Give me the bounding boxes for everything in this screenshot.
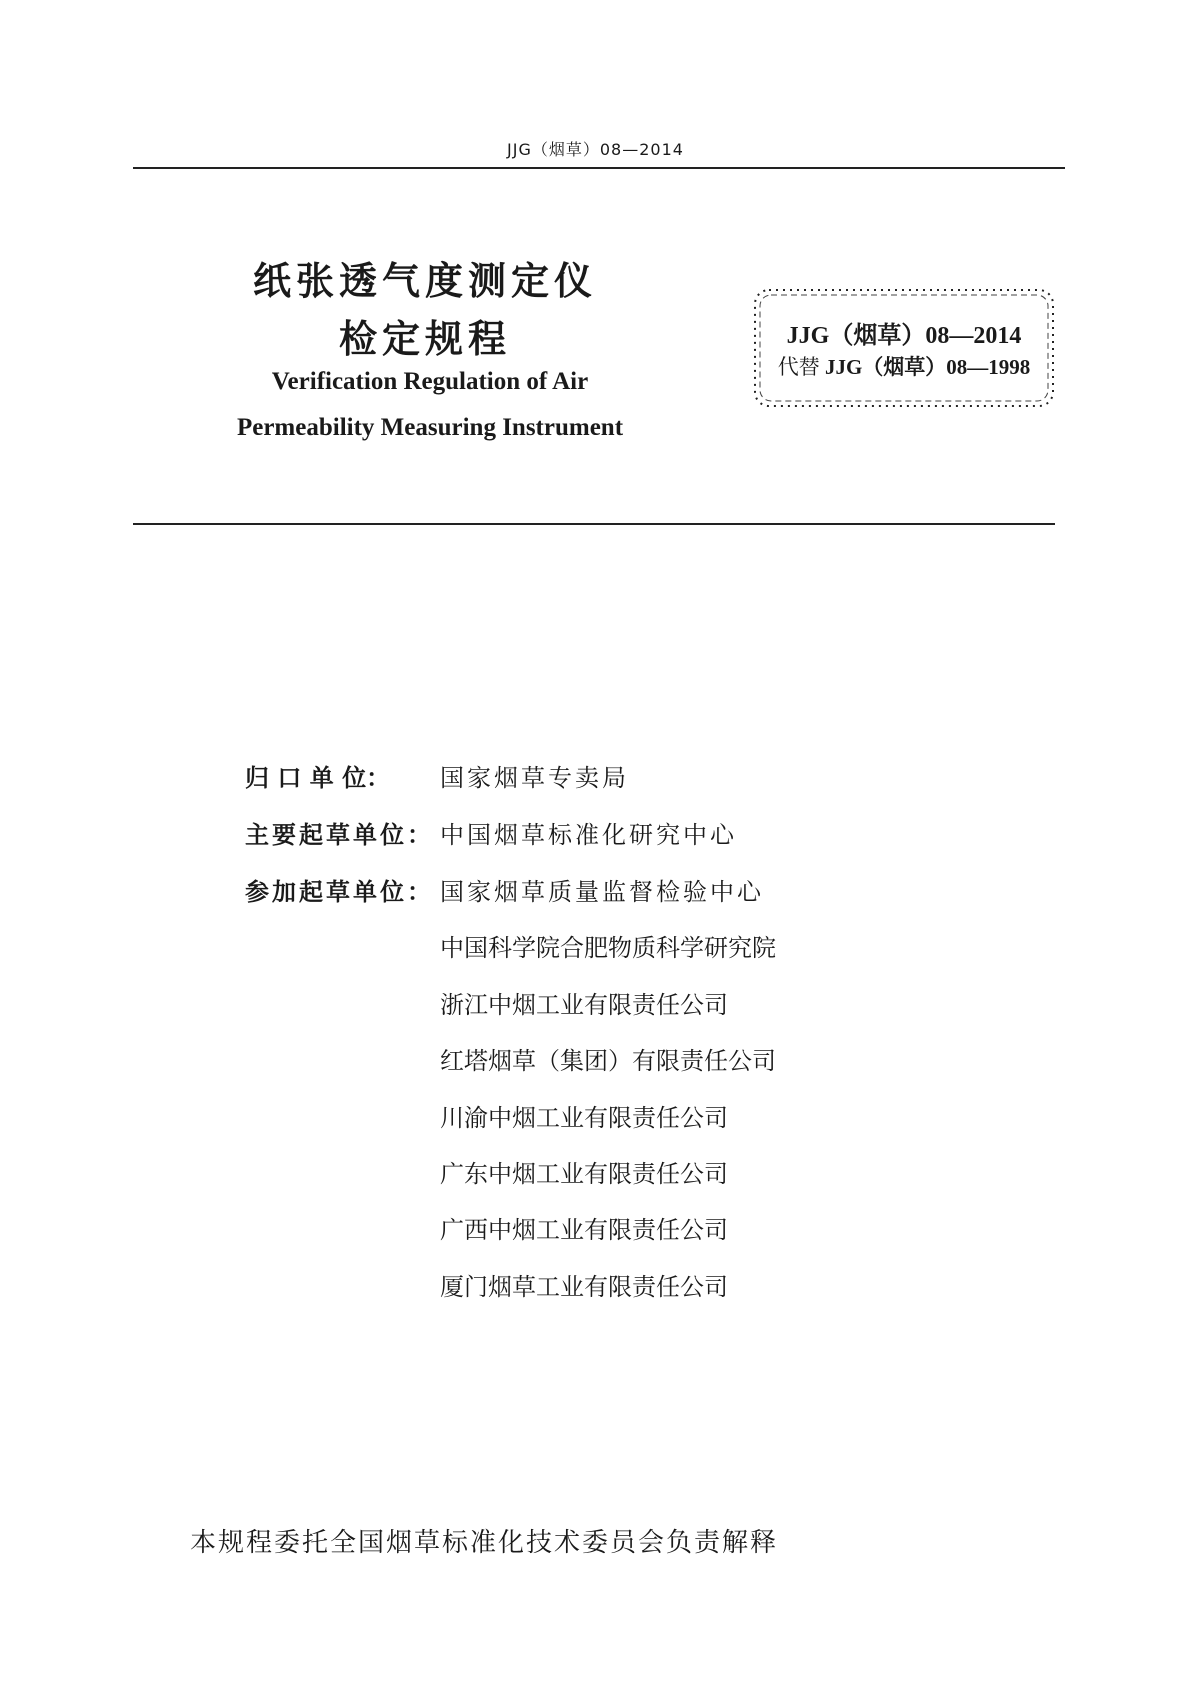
header-rule bbox=[133, 167, 1065, 169]
participant-item: 红塔烟草（集团）有限责任公司 bbox=[440, 1047, 776, 1075]
participant-item: 川渝中烟工业有限责任公司 bbox=[440, 1104, 728, 1132]
section-rule bbox=[133, 523, 1055, 525]
standard-code: JJG（烟草）08—2014 bbox=[786, 323, 1022, 349]
participant-item: 广西中烟工业有限责任公司 bbox=[440, 1216, 728, 1244]
participants-label: 参加起草单位： bbox=[245, 878, 434, 906]
org-row-responsible bbox=[245, 758, 629, 793]
responsible-value: 国家烟草专卖局 bbox=[440, 764, 629, 792]
title-en-line1: Verification Regulation of Air bbox=[271, 368, 589, 395]
main-drafter-label: 主要起草单位： bbox=[245, 821, 434, 849]
title-cn-line2: 检定规程 bbox=[338, 317, 511, 361]
org-row-main-drafter bbox=[245, 815, 737, 850]
replaces-prefix: 代替 bbox=[777, 355, 820, 379]
standard-code-box bbox=[750, 285, 1058, 411]
participant-item: 广东中烟工业有限责任公司 bbox=[440, 1160, 728, 1188]
replaces-code: JJG（烟草）08—1998 bbox=[824, 355, 1031, 379]
participant-item: 厦门烟草工业有限责任公司 bbox=[440, 1273, 728, 1301]
participant-item: 中国科学院合肥物质科学研究院 bbox=[440, 934, 776, 962]
title-cn-line1: 纸张透气度测定仪 bbox=[252, 259, 597, 303]
interpretation-note: 本规程委托全国烟草标准化技术委员会负责解释 bbox=[190, 1528, 779, 1558]
responsible-label: 归 口 单 位： bbox=[245, 764, 391, 792]
participant-item: 浙江中烟工业有限责任公司 bbox=[440, 991, 728, 1019]
running-header: JJG（烟草）08—2014 bbox=[507, 140, 684, 159]
participant-item: 国家烟草质量监督检验中心 bbox=[440, 878, 764, 906]
main-drafter-value: 中国烟草标准化研究中心 bbox=[440, 821, 737, 849]
replaces-line bbox=[750, 351, 1058, 381]
org-row-participants bbox=[245, 872, 764, 907]
title-en-line2: Permeability Measuring Instrument bbox=[236, 414, 624, 441]
